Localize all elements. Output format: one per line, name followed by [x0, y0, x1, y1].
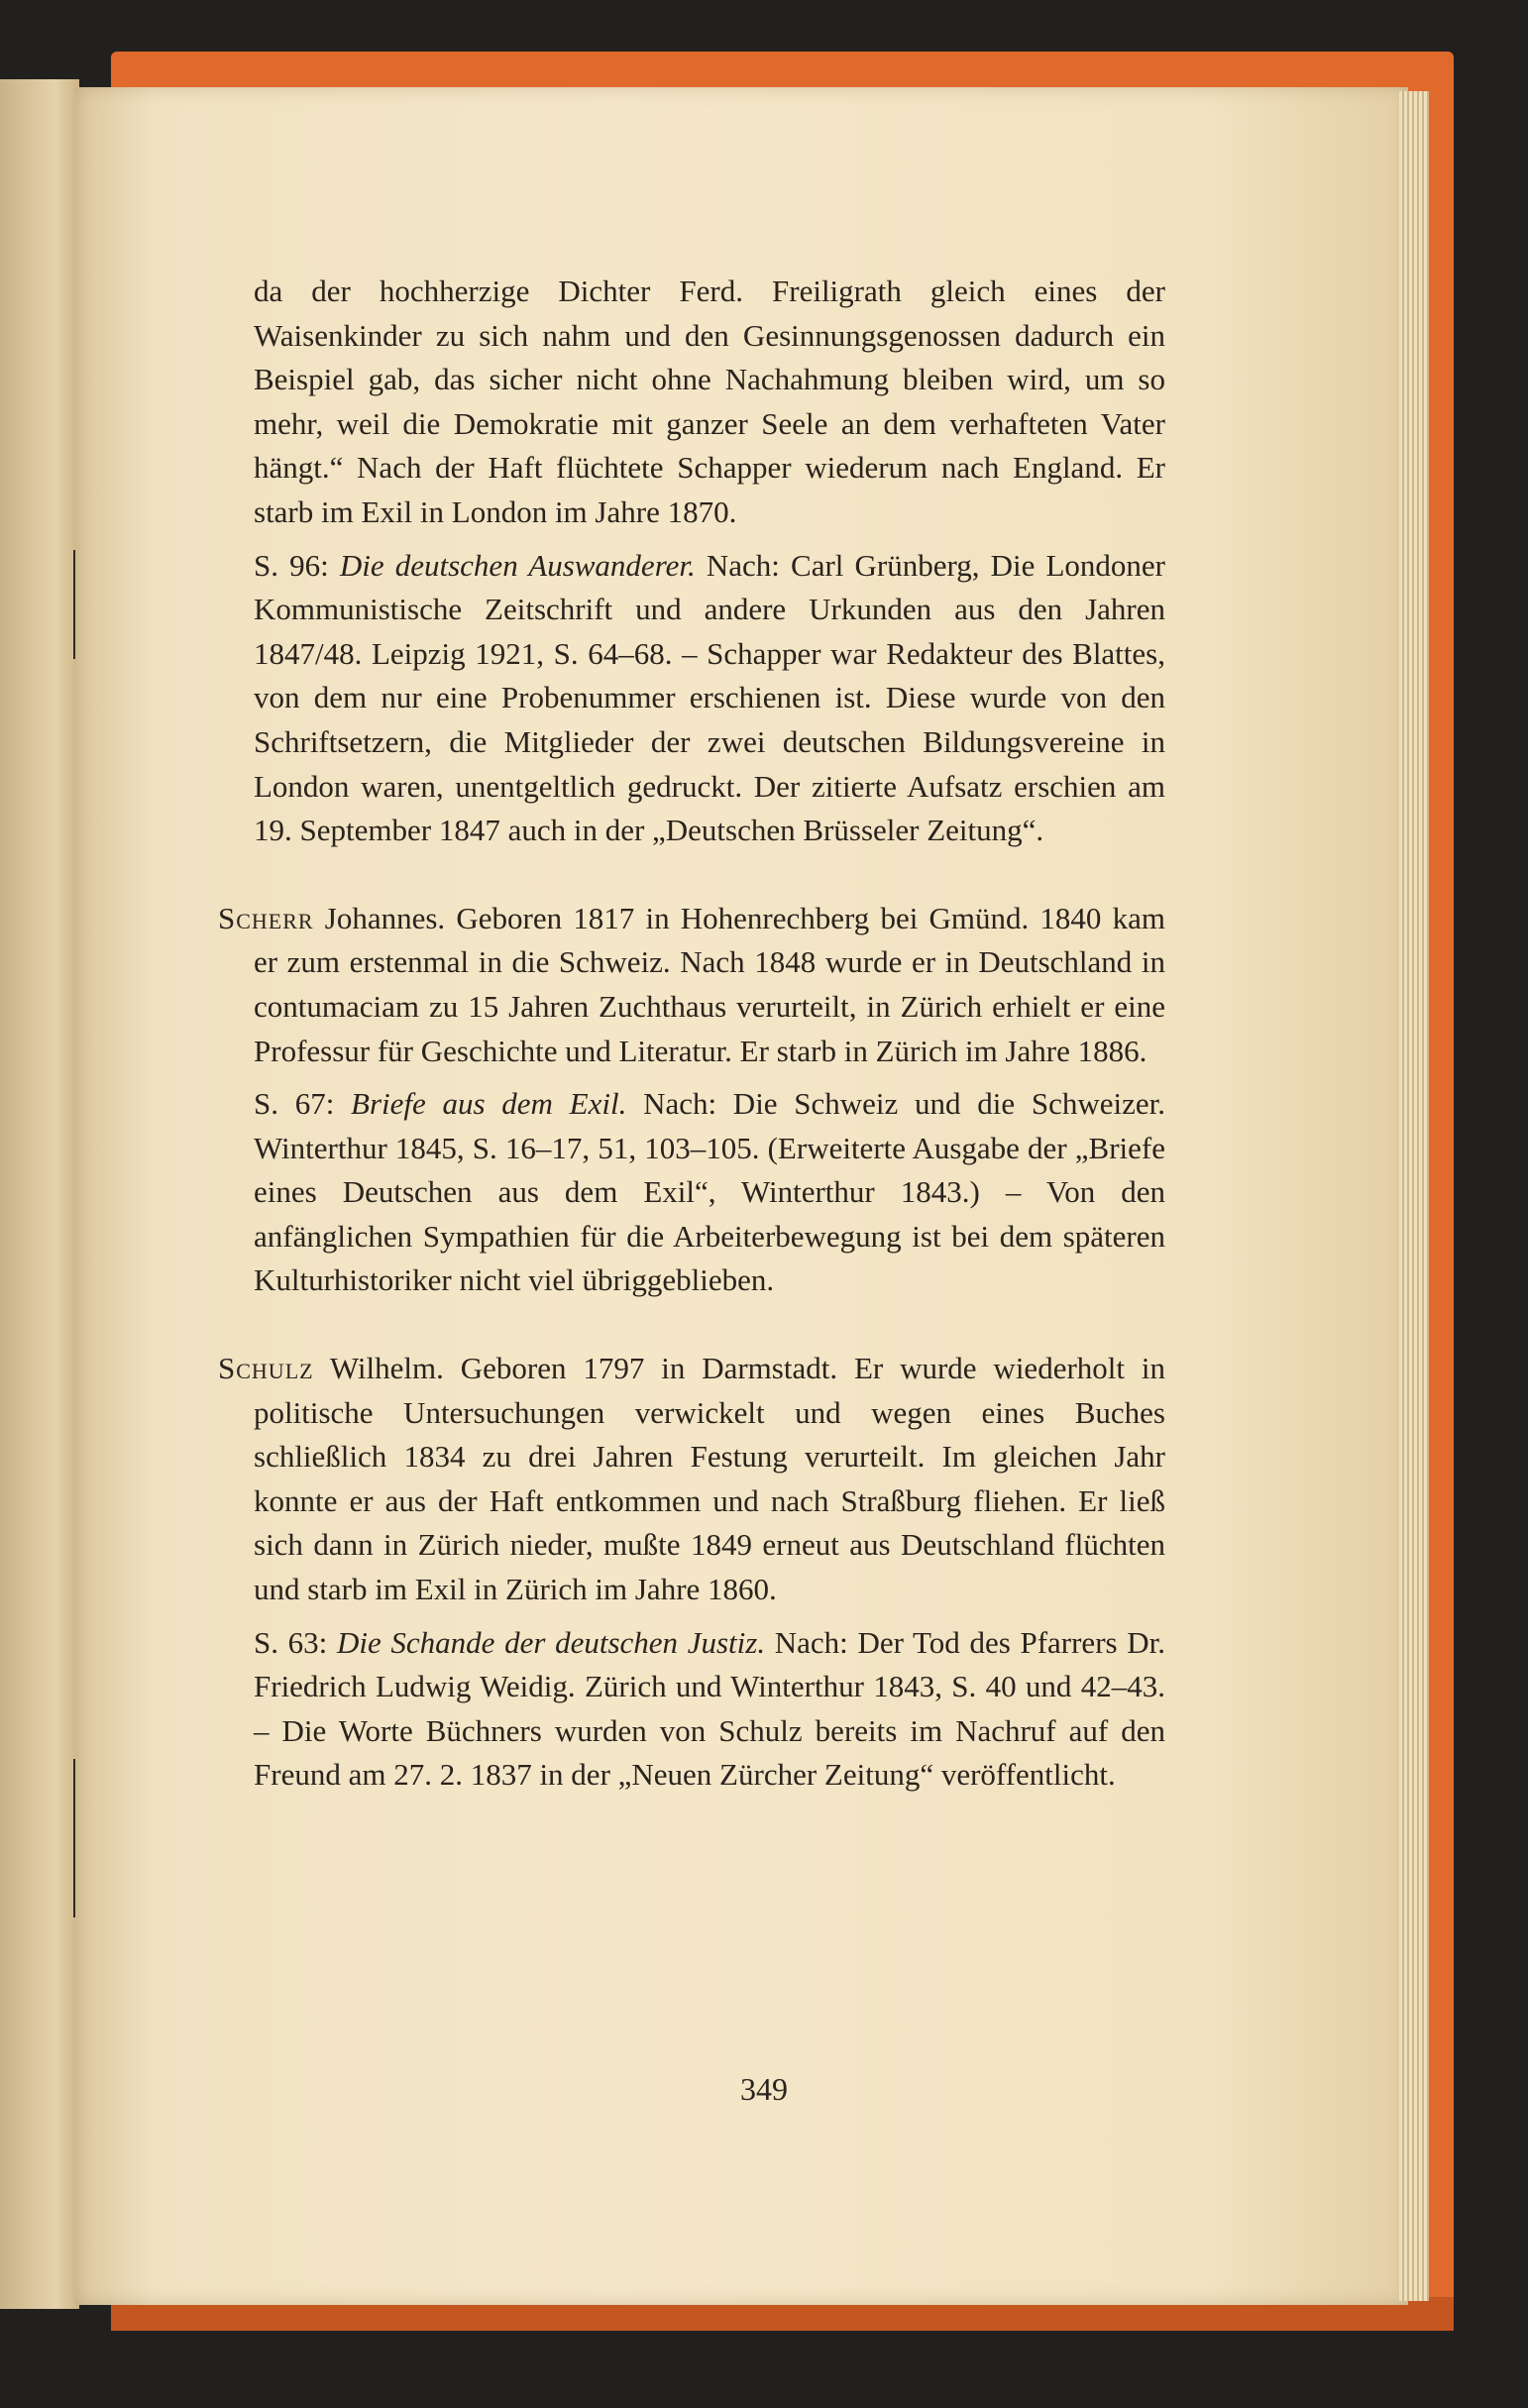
author-entry [218, 1347, 1165, 1612]
author-entry [218, 897, 1165, 1073]
source-title: Briefe aus dem Exil. [351, 1086, 627, 1122]
page-edges [1399, 91, 1429, 2301]
author-name: Scherr [218, 900, 314, 935]
paragraph-continued [218, 270, 1165, 535]
author-bio: Wilhelm. Geboren 1797 in Darmstadt. Er wurde wiederholt in politische Untersuchungen verwickelt und wegen eines Buches schließlich 1834 zu drei Jahren Festung verurteilt. Im gleichen Jahr konnte er aus der Haft entkommen und nach Straßburg fliehen. Er ließ sich dann in Zürich nieder, mußte 1849 erneut aus Deutschland flüchten und starb im Exil in Zürich im Jahre 1860. [254, 1351, 1165, 1607]
author-name: Schulz [218, 1351, 314, 1386]
page-number: 349 [740, 2071, 788, 2107]
source-ref: S. 63: [254, 1624, 337, 1660]
author-bio: Johannes. Geboren 1817 in Hohenrechberg bei Gmünd. 1840 kam er zum erstenmal in die Schweiz. Nach 1848 wurde er in Deutschland in contumaciam zu 15 Jahren Zuchthaus verurteilt, in Zürich erhielt er eine Professur für Geschichte und Literatur. Er starb in Zürich im Jahre 1886. [254, 900, 1165, 1068]
source-note [218, 1082, 1165, 1303]
source-title: Die Schande der deutschen Justiz. [336, 1624, 766, 1660]
source-text: Nach: Die Schweiz und die Schweizer. Winterthur 1845, S. 16–17, 51, 103–105. (Erweiterte Ausgabe der „Briefe eines Deutschen aus dem Exil“, Winterthur 1843.) – Von den anfänglichen Sympathien für die Arbeiterbewegung ist bei dem späteren Kulturhistoriker nicht viel übriggeblieben. [254, 1086, 1165, 1298]
paragraph-text: da der hochherzige Dichter Ferd. Freiligrath gleich eines der Waisenkinder zu sich nahm und den Gesinnungsgenossen dadurch ein Beispiel gab, das sicher nicht ohne Nachahmung bleiben wird, um so mehr, weil die Demokratie mit ganzer Seele an dem verhafteten Vater hängt.“ Nach der Haft flüchtete Schapper wiederum nach England. Er starb im Exil in London im Jahre 1870. [254, 274, 1165, 529]
source-note [218, 1621, 1165, 1798]
page-text [218, 270, 1165, 1798]
source-text: Nach: Carl Grünberg, Die Londoner Kommunistische Zeitschrift und andere Urkunden aus den Jahren 1847/48. Leipzig 1921, S. 64–68. – Schapper war Redakteur des Blattes, von dem nur eine Probenummer erschienen ist. Diese wurde von den Schriftsetzern, die Mitglieder der zwei deutschen Bildungsvereine in London waren, unentgeltlich gedruckt. Der zitierte Aufsatz erschien am 19. September 1847 auch in der „Deutschen Brüsseler Zeitung“. [254, 547, 1166, 848]
source-ref: S. 67: [254, 1086, 352, 1122]
source-ref: S. 96: [254, 547, 340, 583]
source-title: Die deutschen Auswanderer. [339, 547, 696, 583]
previous-page-edge [0, 79, 79, 2309]
source-note [218, 544, 1165, 853]
source-text: Nach: Der Tod des Pfarrers Dr. Friedrich Ludwig Weidig. Zürich und Winterthur 1843, S. 40 und 42–43. – Die Worte Büchners wurden von Schulz bereits im Nachruf auf den Freund am 27. 2. 1837 in der „Neuen Zürcher Zeitung“ veröffentlicht. [254, 1624, 1166, 1793]
